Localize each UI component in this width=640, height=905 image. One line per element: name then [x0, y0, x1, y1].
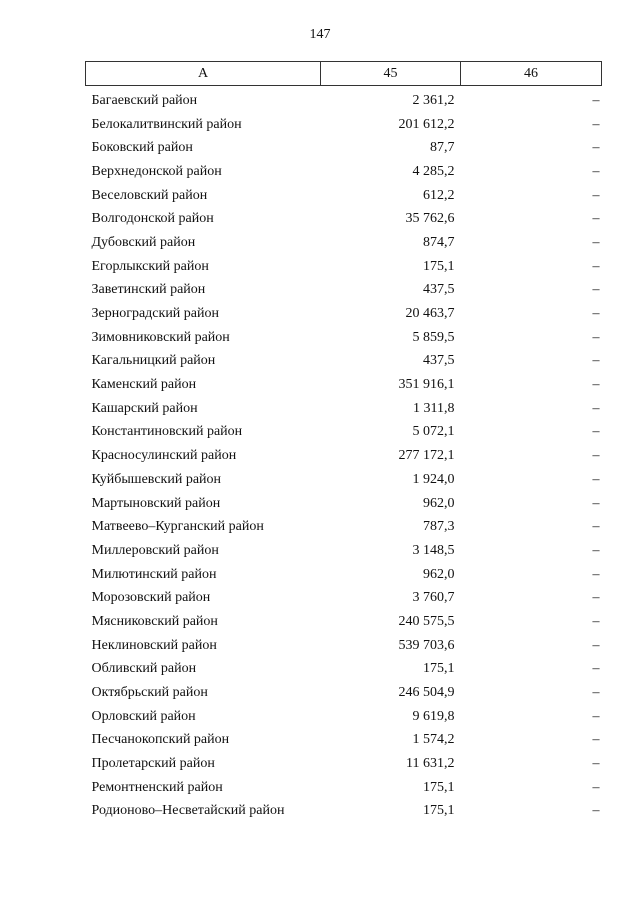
- value-45-cell: 246 504,9: [398, 685, 455, 701]
- table-row: [86, 492, 602, 516]
- value-46-cell: –: [592, 258, 600, 274]
- value-45-cell: 20 463,7: [405, 306, 455, 322]
- table-row: [86, 207, 602, 231]
- value-45-cell: 1 574,2: [412, 732, 455, 748]
- value-45-cell: 277 172,1: [398, 448, 455, 464]
- value-46-cell: –: [592, 353, 600, 369]
- district-name-cell: Дубовский район: [91, 234, 196, 250]
- data-table: [85, 61, 602, 823]
- value-45-cell: 175,1: [423, 258, 455, 274]
- value-45-cell: 201 612,2: [398, 116, 455, 132]
- value-45-cell: 612,2: [423, 187, 455, 203]
- value-45-cell: 539 703,6: [398, 637, 455, 653]
- value-46-cell: –: [592, 779, 600, 795]
- table-row: [86, 444, 602, 468]
- district-name-cell: Каменский район: [91, 377, 197, 393]
- table-row: [86, 563, 602, 587]
- table-row: [86, 610, 602, 634]
- district-name-cell: Песчанокопский район: [91, 732, 230, 748]
- table-row: [86, 113, 602, 137]
- table-row: [86, 705, 602, 729]
- value-45-cell: 962,0: [423, 566, 455, 582]
- district-name-cell: Волгодонской район: [91, 211, 214, 227]
- table-row: [86, 184, 602, 208]
- district-name-cell: Мясниковский район: [91, 613, 218, 629]
- value-45-cell: 5 859,5: [412, 329, 455, 345]
- table-row: [86, 255, 602, 279]
- value-45-cell: 787,3: [423, 519, 455, 535]
- table-row: [86, 658, 602, 682]
- district-name-cell: Куйбышевский район: [91, 471, 222, 487]
- value-45-cell: 3 760,7: [412, 590, 455, 606]
- table-row: [86, 539, 602, 563]
- header-cell-45: 45: [321, 62, 461, 86]
- table-body: [86, 86, 602, 824]
- header-cell-46: 46: [461, 62, 602, 86]
- value-46-cell: –: [592, 234, 600, 250]
- district-name-cell: Неклиновский район: [91, 637, 217, 653]
- table-row: [86, 468, 602, 492]
- table-row: [86, 326, 602, 350]
- district-name-cell: Пролетарский район: [91, 756, 215, 772]
- value-45-cell: 175,1: [423, 661, 455, 677]
- header-row: [86, 62, 602, 86]
- value-45-cell: 437,5: [423, 282, 455, 298]
- district-name-cell: Верхнедонской район: [91, 163, 222, 179]
- district-name-cell: Милютинский район: [91, 566, 217, 582]
- district-name-cell: Родионово–Несветайский район: [91, 803, 285, 819]
- page-number: 147: [309, 27, 331, 42]
- value-46-cell: –: [592, 424, 600, 440]
- value-46-cell: –: [592, 211, 600, 227]
- table-row: [86, 681, 602, 705]
- district-name-cell: Мартыновский район: [91, 495, 221, 511]
- district-name-cell: Кашарский район: [91, 400, 198, 416]
- district-name-cell: Морозовский район: [91, 590, 211, 606]
- value-46-cell: –: [592, 116, 600, 132]
- value-46-cell: –: [592, 566, 600, 582]
- table-row: [86, 86, 602, 113]
- table-row: [86, 397, 602, 421]
- value-46-cell: –: [592, 590, 600, 606]
- value-46-cell: –: [592, 803, 600, 819]
- value-46-cell: –: [592, 377, 600, 393]
- value-46-cell: –: [592, 685, 600, 701]
- value-46-cell: –: [592, 637, 600, 653]
- table-row: [86, 634, 602, 658]
- value-45-cell: 5 072,1: [412, 424, 455, 440]
- district-name-cell: Белокалитвинский район: [91, 116, 242, 132]
- table-row: [86, 421, 602, 445]
- value-45-cell: 87,7: [430, 140, 455, 156]
- value-46-cell: –: [592, 613, 600, 629]
- district-name-cell: Зимовниковский район: [91, 329, 230, 345]
- value-45-cell: 35 762,6: [405, 211, 455, 227]
- district-name-cell: Октябрьский район: [91, 685, 208, 701]
- district-name-cell: Егорлыкский район: [91, 258, 209, 274]
- value-45-cell: 962,0: [423, 495, 455, 511]
- table-row: [86, 800, 602, 824]
- district-name-cell: Боковский район: [91, 140, 193, 156]
- value-45-cell: 2 361,2: [412, 92, 455, 108]
- table-row: [86, 350, 602, 374]
- district-name-cell: Матвеево–Курганский район: [91, 519, 264, 535]
- value-46-cell: –: [592, 519, 600, 535]
- table-row: [86, 752, 602, 776]
- district-name-cell: Красносулинский район: [91, 448, 237, 464]
- value-45-cell: 240 575,5: [398, 613, 455, 629]
- value-46-cell: –: [592, 163, 600, 179]
- value-46-cell: –: [592, 329, 600, 345]
- value-45-cell: 4 285,2: [412, 163, 455, 179]
- value-45-cell: 3 148,5: [412, 542, 455, 558]
- value-46-cell: –: [592, 187, 600, 203]
- value-45-cell: 1 311,8: [413, 400, 455, 416]
- header-cell-a: А: [86, 62, 321, 86]
- district-name-cell: Багаевский район: [91, 92, 198, 108]
- value-46-cell: –: [592, 542, 600, 558]
- district-name-cell: Миллеровский район: [91, 542, 219, 558]
- district-name-cell: Орловский район: [91, 708, 196, 724]
- value-46-cell: –: [592, 732, 600, 748]
- value-45-cell: 1 924,0: [412, 471, 455, 487]
- table-row: [86, 515, 602, 539]
- table-row: [86, 729, 602, 753]
- table-row: [86, 231, 602, 255]
- table-row: [86, 160, 602, 184]
- value-46-cell: –: [592, 448, 600, 464]
- value-46-cell: –: [592, 756, 600, 772]
- value-45-cell: 437,5: [423, 353, 455, 369]
- value-46-cell: –: [592, 495, 600, 511]
- table-row: [86, 302, 602, 326]
- value-45-cell: 175,1: [423, 779, 455, 795]
- value-46-cell: –: [592, 282, 600, 298]
- table-row: [86, 586, 602, 610]
- value-46-cell: –: [592, 400, 600, 416]
- district-name-cell: Зерноградский район: [91, 306, 219, 322]
- value-46-cell: –: [592, 140, 600, 156]
- data-table-container: [85, 61, 601, 823]
- value-45-cell: 9 619,8: [412, 708, 455, 724]
- table-row: [86, 279, 602, 303]
- value-45-cell: 11 631,2: [406, 756, 455, 772]
- value-45-cell: 351 916,1: [398, 377, 455, 393]
- value-46-cell: –: [592, 708, 600, 724]
- value-45-cell: 175,1: [423, 803, 455, 819]
- value-46-cell: –: [592, 661, 600, 677]
- value-46-cell: –: [592, 92, 600, 108]
- value-46-cell: –: [592, 306, 600, 322]
- district-name-cell: Заветинский район: [91, 282, 206, 298]
- district-name-cell: Веселовский район: [91, 187, 208, 203]
- value-46-cell: –: [592, 471, 600, 487]
- table-row: [86, 776, 602, 800]
- district-name-cell: Ремонтненский район: [91, 779, 223, 795]
- table-row: [86, 136, 602, 160]
- table-row: [86, 373, 602, 397]
- district-name-cell: Обливский район: [91, 661, 197, 677]
- table-header: [86, 62, 602, 86]
- district-name-cell: Константиновский район: [91, 424, 243, 440]
- district-name-cell: Кагальницкий район: [91, 353, 216, 369]
- value-45-cell: 874,7: [423, 234, 455, 250]
